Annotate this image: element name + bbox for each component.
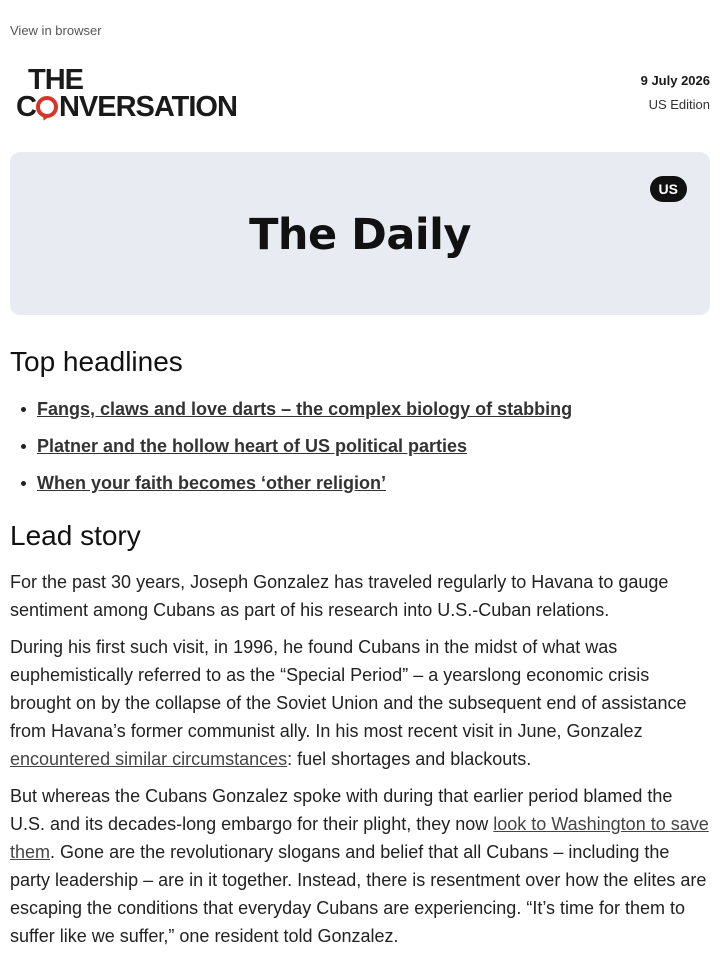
list-item <box>37 396 572 433</box>
paragraph-text: . Gone are the revolutionary slogans and belief that all Cubans – including the party leadership – are in it together. Instead, there is resentment over how the elites are escaping the conditions that everyday Cubans are experiencing. “It’s time for them to suffer like we suffer,” one resident told Gonzalez. <box>10 842 707 946</box>
top-headlines-heading: Top headlines <box>10 346 183 377</box>
view-in-browser-link[interactable]: View in browser <box>10 23 102 38</box>
logo-text-c: C <box>16 91 36 123</box>
encountered-similar-circumstances-link[interactable]: encountered similar circumstances <box>10 749 288 769</box>
logo-text-the: THE <box>28 64 83 96</box>
speech-bubble-icon <box>36 96 58 118</box>
lead-paragraph-1 <box>10 568 710 624</box>
headline-link[interactable]: Platner and the hollow heart of US political parties <box>37 436 468 456</box>
headline-link[interactable]: When your faith becomes ‘other religion’ <box>37 473 387 493</box>
the-daily-banner <box>10 152 710 315</box>
issue-date: 9 July 2026 <box>640 73 710 88</box>
lead-paragraph-3 <box>10 782 710 950</box>
header-meta <box>641 72 710 114</box>
the-conversation-logo[interactable] <box>16 66 266 122</box>
paragraph-text: But whereas the Cubans Gonzalez spoke with during that earlier period blamed the U.S. and its decades-long embargo for their plight, they now <box>10 786 673 834</box>
paragraph-text: During his first such visit, in 1996, he found Cubans in the midst of what was euphemistically referred to as the “Special Period” – a yearslong economic crisis brought on by the collapse of the Soviet Union and the subsequent end of assistance from Havana’s former communist ally. In his most recent visit in June, Gonzalez <box>10 637 687 741</box>
look-to-washington-link[interactable]: look to Washington to save them <box>10 814 709 862</box>
logo-text-conversation <box>16 93 237 122</box>
lead-paragraph-2 <box>10 633 710 773</box>
paragraph-text: For the past 30 years, Joseph Gonzalez has traveled regularly to Havana to gauge sentiment among Cubans as part of his research into U.S.-Cuban relations. <box>10 572 669 620</box>
list-item <box>37 470 572 507</box>
top-headlines-list <box>10 396 572 507</box>
edition-label: US Edition <box>648 97 710 112</box>
edition-badge: US <box>650 176 687 202</box>
logo-text-nversation: NVERSATION <box>58 91 237 123</box>
list-item <box>37 433 572 470</box>
lead-story-heading: Lead story <box>10 520 141 551</box>
headline-link[interactable]: Fangs, claws and love darts – the complex biology of stabbing <box>37 399 573 419</box>
paragraph-text: : fuel shortages and blackouts. <box>287 749 532 769</box>
banner-title: The Daily <box>249 210 471 260</box>
lead-story-body <box>10 568 710 959</box>
